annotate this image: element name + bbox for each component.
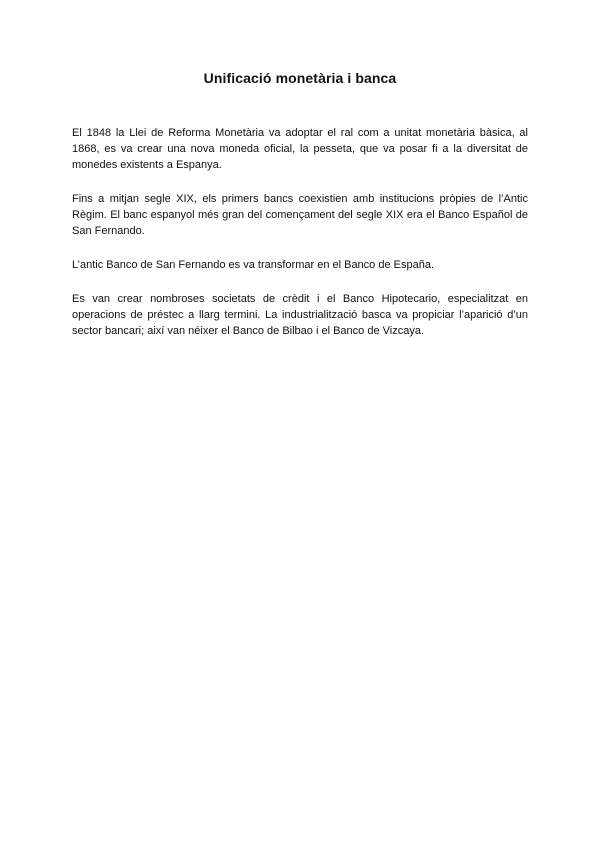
paragraph-reforma-monetaria: El 1848 la Llei de Reforma Monetària va adoptar el ral com a unitat monetària bàsica, al 1868, es va crear una nova moneda oficial, la pesseta, que va posar fi a la diversitat de monedes existents a Espanya. [72,127,528,171]
document-body [72,125,528,357]
page-title: Unificació monetària i banca [203,70,397,86]
paragraph-banco-de-espana: L’antic Banco de San Fernando es va transformar en el Banco de España. [72,259,435,271]
paragraph-primers-bancs: Fins a mitjan segle XIX, els primers bancs coexistien amb institucions pròpies de l’Antic Règim. El banc espanyol més gran del començament del segle XIX era el Banco Español de San Fernando. [72,193,528,237]
paragraph-societats-credit: Es van crear nombroses societats de crèdit i el Banco Hipotecario, especialitzat en operacions de préstec a llarg termini. La industrialització basca va propiciar l’aparició d’un sector bancari; així van néixer el Banco de Bilbao i el Banco de Vizcaya. [72,293,528,337]
